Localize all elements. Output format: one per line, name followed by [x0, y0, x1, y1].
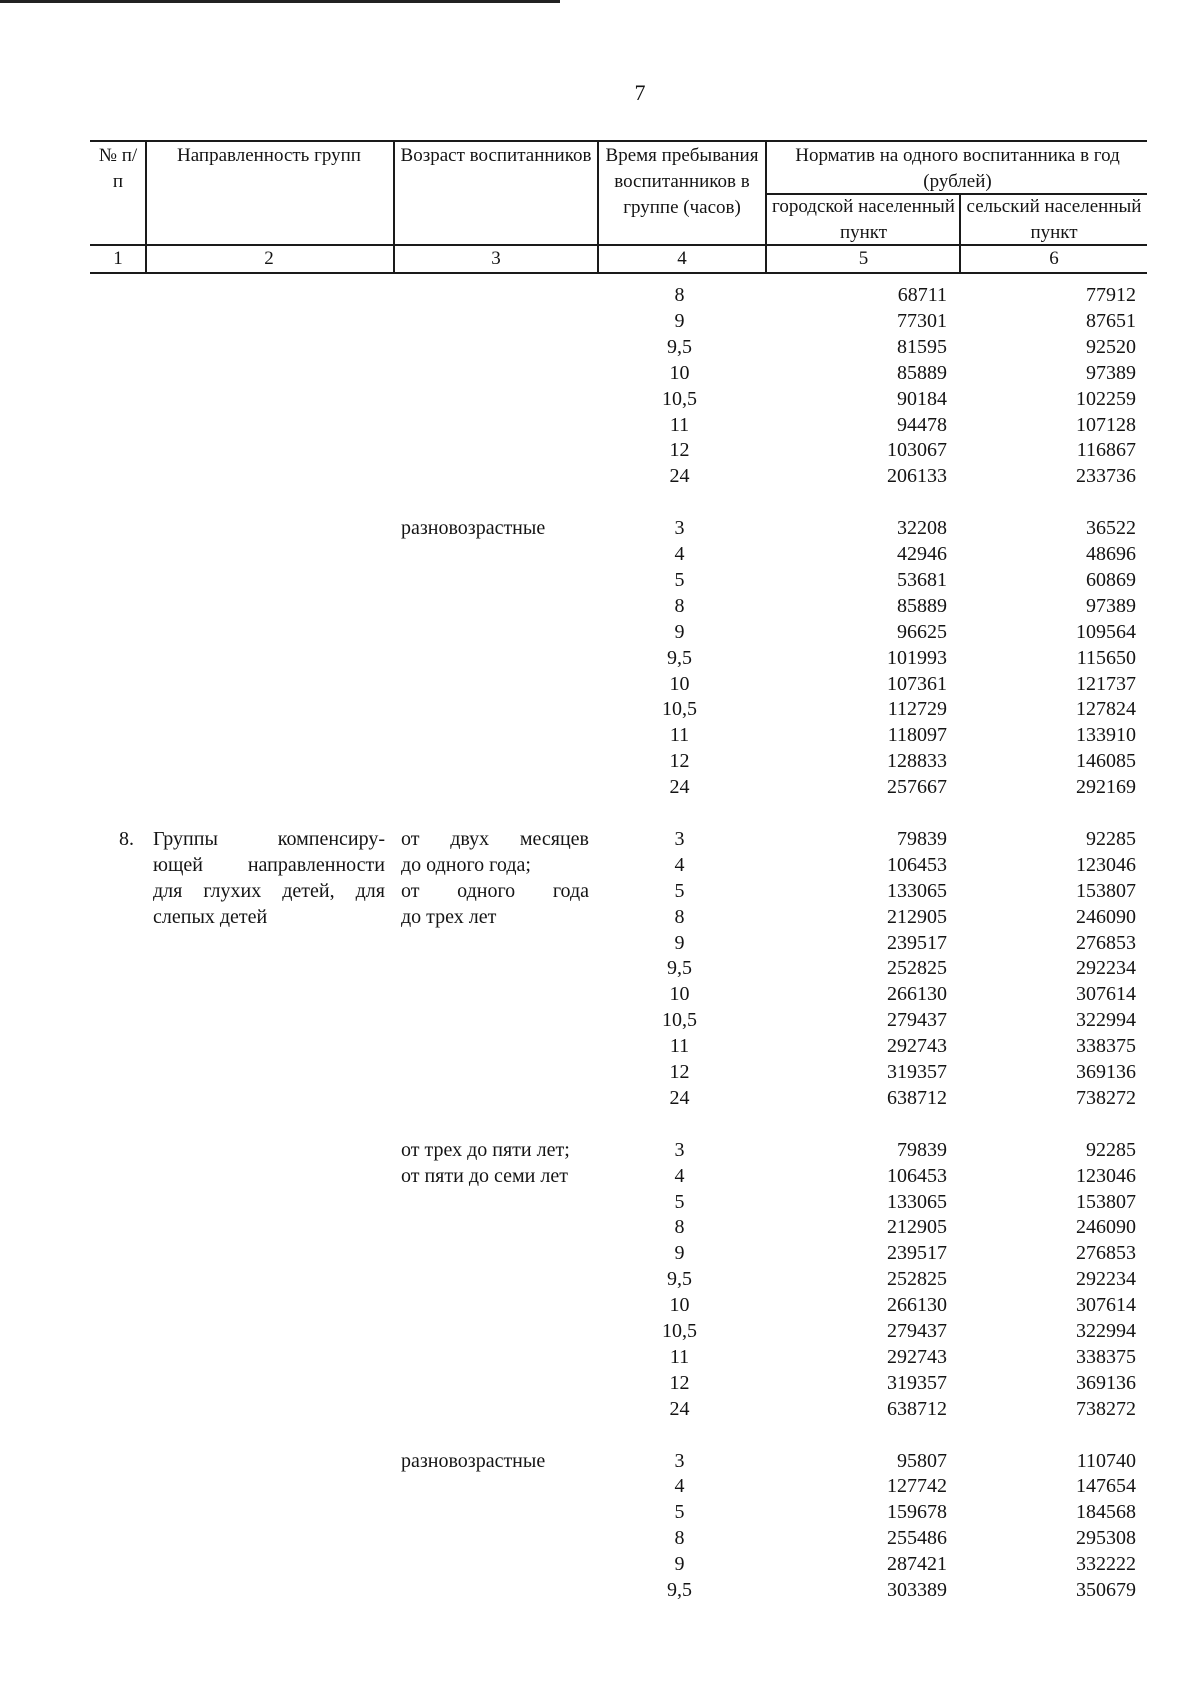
group-direction-line: Группы компенсиру- [153, 827, 385, 850]
rural-norm-cell: 97389 [1086, 594, 1136, 617]
hours-cell: 10 [669, 672, 690, 695]
urban-norm-cell: 118097 [887, 724, 947, 747]
hours-cell: 5 [674, 1501, 685, 1524]
group-direction-line: ющей направленности [153, 853, 385, 876]
hours-cell: 10 [669, 1294, 690, 1317]
hours-cell: 4 [674, 1475, 685, 1498]
rural-norm-cell: 350679 [1076, 1579, 1136, 1601]
urban-norm-cell: 68711 [897, 284, 947, 306]
col-divider-5 [959, 193, 961, 273]
rural-norm-cell: 292169 [1076, 776, 1136, 799]
urban-norm-cell: 128833 [887, 750, 947, 773]
group-direction-line: слепых детей [153, 905, 268, 928]
page-number: 7 [634, 80, 646, 105]
col-divider-2 [393, 140, 395, 273]
rural-norm-cell: 121737 [1076, 672, 1136, 695]
rural-norm-cell: 322994 [1076, 1320, 1136, 1342]
urban-norm-cell: 252825 [887, 1268, 947, 1291]
urban-norm-cell: 287421 [887, 1553, 947, 1576]
urban-norm-cell: 212905 [887, 1216, 947, 1239]
header-num: № п/п [98, 145, 138, 192]
hours-cell: 10,5 [662, 698, 697, 721]
header-rural: сельский населенный пункт [966, 196, 1142, 243]
urban-norm-cell: 303389 [887, 1579, 947, 1601]
group-age-line: от пяти до семи лет [401, 1164, 568, 1187]
hours-cell: 9,5 [667, 1268, 692, 1291]
hours-cell: 8 [674, 1527, 685, 1550]
rural-norm-cell: 87651 [1086, 309, 1136, 332]
urban-norm-cell: 94478 [897, 413, 947, 436]
hours-cell: 9 [674, 309, 685, 332]
rural-norm-cell: 116867 [1076, 439, 1136, 462]
rural-norm-cell: 102259 [1076, 387, 1136, 410]
header-urban: городской населенный пункт [772, 196, 955, 243]
rural-norm-cell: 369136 [1076, 1371, 1136, 1394]
hours-cell: 10 [669, 983, 690, 1006]
hours-cell: 9 [674, 1553, 685, 1576]
hours-cell: 3 [674, 827, 685, 850]
rural-norm-cell: 146085 [1076, 750, 1136, 773]
column-number-2: 2 [264, 248, 274, 269]
hours-cell: 4 [674, 1164, 685, 1187]
rural-norm-cell: 322994 [1076, 1009, 1136, 1032]
rural-norm-cell: 92520 [1086, 335, 1136, 358]
urban-norm-cell: 96625 [897, 620, 947, 643]
rural-norm-cell: 92285 [1086, 827, 1136, 850]
urban-norm-cell: 239517 [887, 1242, 947, 1265]
rural-norm-cell: 332222 [1076, 1553, 1136, 1576]
urban-norm-cell: 252825 [887, 957, 947, 980]
urban-norm-cell: 206133 [887, 465, 947, 488]
group-age-line: до одного года; [401, 853, 531, 876]
header-age: Возраст воспитанников [400, 145, 592, 166]
rural-norm-cell: 36522 [1086, 517, 1136, 540]
urban-norm-cell: 266130 [887, 983, 947, 1006]
rural-norm-cell: 738272 [1076, 1086, 1136, 1109]
rural-norm-cell: 133910 [1076, 724, 1136, 747]
hours-cell: 12 [669, 1371, 690, 1394]
rural-norm-cell: 109564 [1076, 620, 1136, 643]
urban-norm-cell: 212905 [887, 905, 947, 928]
hours-cell: 3 [674, 1138, 685, 1161]
urban-norm-cell: 239517 [887, 931, 947, 954]
urban-norm-cell: 103067 [887, 439, 947, 462]
urban-norm-cell: 638712 [887, 1086, 947, 1109]
rural-norm-cell: 147654 [1076, 1475, 1136, 1498]
rural-norm-cell: 77912 [1086, 284, 1136, 306]
rural-norm-cell: 92285 [1086, 1138, 1136, 1161]
hours-cell: 8 [674, 1216, 685, 1239]
rural-norm-cell: 153807 [1076, 879, 1136, 902]
column-number-5: 5 [858, 248, 869, 269]
group-age-line: от трех до пяти лет; [401, 1138, 570, 1161]
hours-cell: 8 [674, 284, 685, 306]
hours-cell: 24 [669, 1397, 690, 1420]
urban-norm-cell: 159678 [887, 1501, 947, 1524]
urban-norm-cell: 257667 [887, 776, 947, 799]
group-direction-line: для глухих детей, для [153, 879, 385, 902]
rural-norm-cell: 153807 [1076, 1190, 1136, 1213]
column-numbers-bottom-line [90, 272, 1147, 274]
rural-norm-cell: 338375 [1076, 1345, 1136, 1368]
top-rule [0, 0, 560, 3]
urban-norm-cell: 90184 [897, 387, 947, 410]
group-age-line: от двух месяцев [401, 827, 589, 850]
rural-norm-cell: 307614 [1076, 1294, 1136, 1317]
column-number-4: 4 [677, 248, 687, 269]
hours-cell: 8 [674, 905, 685, 928]
urban-norm-cell: 95807 [897, 1449, 947, 1472]
urban-norm-cell: 106453 [887, 1164, 947, 1187]
urban-norm-cell: 79839 [897, 1138, 947, 1161]
header-top-line [90, 140, 1147, 142]
urban-norm-cell: 85889 [897, 361, 947, 384]
group-age-line: до трех лет [401, 905, 497, 928]
hours-cell: 12 [669, 750, 690, 773]
rural-norm-cell: 246090 [1076, 1216, 1136, 1239]
rural-norm-cell: 338375 [1076, 1035, 1136, 1058]
hours-cell: 4 [674, 543, 685, 565]
hours-cell: 9,5 [667, 335, 692, 358]
hours-cell: 11 [669, 724, 690, 747]
hours-cell: 9 [674, 620, 685, 643]
rural-norm-cell: 246090 [1076, 905, 1136, 928]
urban-norm-cell: 255486 [887, 1527, 947, 1550]
hours-cell: 3 [674, 1449, 685, 1472]
column-number-6: 6 [1049, 248, 1059, 269]
hours-cell: 9,5 [667, 1579, 692, 1601]
rural-norm-cell: 738272 [1076, 1397, 1136, 1420]
rural-norm-cell: 123046 [1076, 853, 1136, 876]
rural-norm-cell: 292234 [1076, 957, 1136, 980]
column-number-1: 1 [113, 248, 123, 269]
hours-cell: 12 [669, 1061, 690, 1083]
hours-cell: 5 [674, 879, 685, 902]
column-number-3: 3 [491, 248, 501, 269]
hours-cell: 5 [674, 568, 685, 591]
rural-norm-cell: 48696 [1086, 543, 1136, 565]
urban-norm-cell: 106453 [887, 853, 947, 876]
rural-norm-cell: 110740 [1076, 1449, 1136, 1472]
urban-norm-cell: 101993 [887, 646, 947, 669]
rural-norm-cell: 295308 [1076, 1527, 1136, 1550]
hours-cell: 24 [669, 465, 690, 488]
col-divider-3 [597, 140, 599, 273]
group-age-line: разновозрастные [401, 517, 546, 540]
rural-norm-cell: 369136 [1076, 1061, 1136, 1083]
hours-cell: 11 [669, 1035, 690, 1058]
hours-cell: 12 [669, 439, 690, 462]
hours-cell: 10,5 [662, 1320, 697, 1342]
hours-cell: 5 [674, 1190, 685, 1213]
urban-norm-cell: 81595 [897, 335, 947, 358]
header-direction: Направленность групп [177, 145, 361, 166]
urban-norm-cell: 53681 [897, 568, 947, 591]
group-number: 8. [119, 827, 134, 850]
hours-cell: 11 [669, 413, 690, 436]
urban-norm-cell: 292743 [887, 1345, 947, 1368]
urban-norm-cell: 85889 [897, 594, 947, 617]
group-age-line: разновозрастные [401, 1449, 546, 1472]
urban-norm-cell: 32208 [897, 517, 947, 540]
urban-norm-cell: 127742 [887, 1475, 947, 1498]
urban-norm-cell: 292743 [887, 1035, 947, 1058]
hours-cell: 3 [674, 517, 685, 540]
rural-norm-cell: 60869 [1086, 568, 1136, 591]
header-hours: Время пребывания воспитанников в группе (часов) [605, 145, 759, 218]
rural-norm-cell: 127824 [1076, 698, 1136, 721]
hours-cell: 8 [674, 594, 685, 617]
urban-norm-cell: 319357 [887, 1061, 947, 1083]
hours-cell: 4 [674, 853, 685, 876]
rural-norm-cell: 184568 [1076, 1501, 1136, 1524]
col-divider-4 [765, 140, 767, 273]
group-age-line: от одного года [401, 879, 589, 902]
rural-norm-cell: 292234 [1076, 1268, 1136, 1291]
urban-norm-cell: 107361 [887, 672, 947, 695]
urban-norm-cell: 42946 [897, 543, 947, 565]
rural-norm-cell: 276853 [1076, 931, 1136, 954]
hours-cell: 9 [674, 1242, 685, 1265]
rural-norm-cell: 233736 [1076, 465, 1136, 488]
hours-cell: 9 [674, 931, 685, 954]
header-norm: Норматив на одного воспитанника в год (рублей) [795, 145, 1120, 192]
urban-norm-cell: 133065 [887, 1190, 947, 1213]
urban-norm-cell: 279437 [887, 1009, 947, 1032]
hours-cell: 24 [669, 776, 690, 799]
urban-norm-cell: 77301 [897, 309, 947, 332]
rural-norm-cell: 115650 [1076, 646, 1136, 669]
rural-norm-cell: 97389 [1086, 361, 1136, 384]
col-divider-1 [145, 140, 147, 273]
rural-norm-cell: 276853 [1076, 1242, 1136, 1265]
urban-norm-cell: 279437 [887, 1320, 947, 1342]
urban-norm-cell: 638712 [887, 1397, 947, 1420]
urban-norm-cell: 79839 [897, 827, 947, 850]
hours-cell: 11 [669, 1345, 690, 1368]
hours-cell: 10 [669, 361, 690, 384]
urban-norm-cell: 319357 [887, 1371, 947, 1394]
urban-norm-cell: 266130 [887, 1294, 947, 1317]
hours-cell: 10,5 [662, 1009, 697, 1032]
rural-norm-cell: 307614 [1076, 983, 1136, 1006]
hours-cell: 9,5 [667, 957, 692, 980]
urban-norm-cell: 133065 [887, 879, 947, 902]
urban-norm-cell: 112729 [887, 698, 947, 721]
hours-cell: 9,5 [667, 646, 692, 669]
rural-norm-cell: 107128 [1076, 413, 1136, 436]
hours-cell: 24 [669, 1086, 690, 1109]
rural-norm-cell: 123046 [1076, 1164, 1136, 1187]
hours-cell: 10,5 [662, 387, 697, 410]
